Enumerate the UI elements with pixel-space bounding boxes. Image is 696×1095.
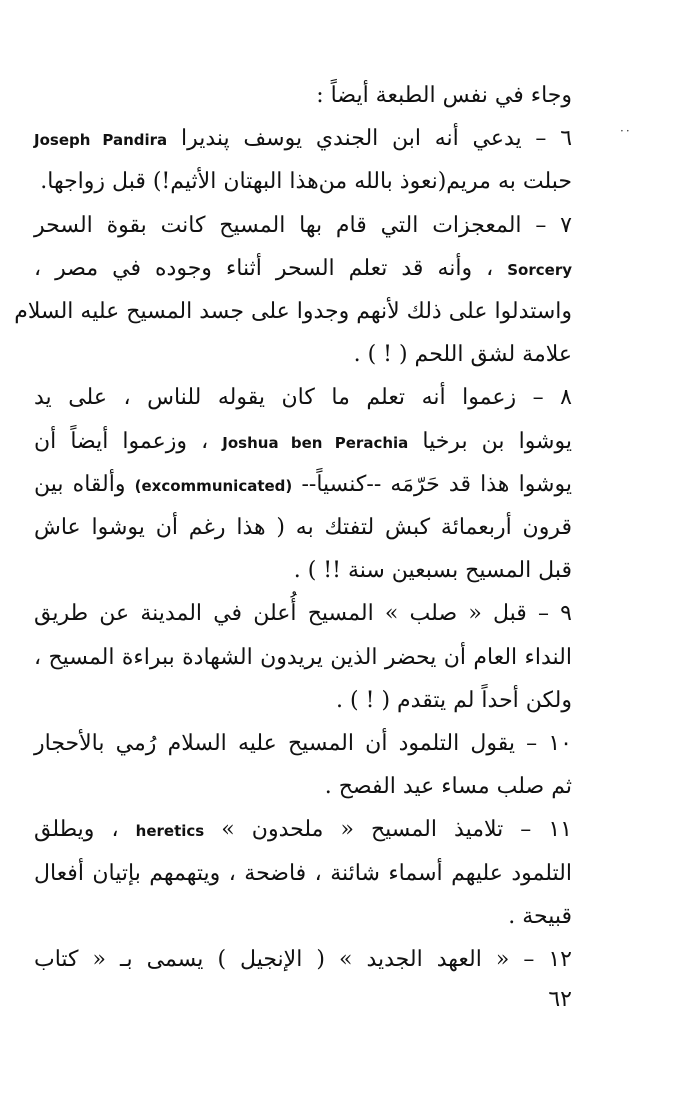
text-line (34, 767, 572, 807)
line-text: ١٠ – يقول التلمود أن المسيح عليه السلام رُمي بالأحجار (34, 731, 572, 756)
text-line (34, 422, 572, 463)
line-text: ٩ – قبل « صلب » المسيح أُعلن في المدينة عن طريق (34, 601, 572, 626)
line-text: التلمود عليهم أسماء شائنة ، فاضحة ، ويتهمهم بإتيان أفعال (34, 861, 572, 886)
line-text: حبلت به مريم(نعوذ بالله من‌هذا البهتان الأثيم!) قبل زواجها. (40, 169, 572, 194)
text-line (34, 854, 572, 894)
text-line (34, 76, 572, 116)
text-line (34, 551, 572, 591)
text-line (34, 810, 572, 851)
line-text: واستدلوا على ذلك لأنهم وجدوا على جسد المسيح عليه السلام (14, 299, 572, 324)
latin-term: (excommunicated) (134, 477, 293, 495)
latin-term: heretics (135, 822, 205, 840)
text-line (34, 378, 572, 418)
text-line (34, 594, 572, 634)
line-text: يوشوا هذا قد حَرّمَه --كنسياً-- (301, 472, 572, 497)
text-line (14, 292, 572, 332)
line-text: ١٢ – « العهد الجديد » ( الإنجيل ) يسمى بـ « كتاب (34, 947, 572, 972)
line-text: ، وأنه قد تعلم السحر أثناء وجوده في مصر ، (34, 256, 494, 281)
text-line (34, 724, 572, 764)
latin-term: Joshua ben Perachia (222, 434, 409, 452)
line-text: ، ويطلق (34, 817, 119, 842)
line-text: قبل المسيح بسبعين سنة !! ) . (293, 558, 572, 583)
page-number: ٦٢ (548, 987, 572, 1012)
line-text: ١١ – تلاميذ المسيح « ملحدون » (221, 817, 572, 842)
text-line (34, 638, 572, 678)
line-text: ٨ – زعموا أنه تعلم ما كان يقوله للناس ، على يد (34, 385, 572, 410)
text-line (34, 508, 572, 548)
text-line (34, 206, 572, 246)
text-line (34, 249, 572, 290)
line-text: ثم صلب مساء عيد الفصح . (324, 774, 572, 799)
line-text: قبيحة . (508, 904, 572, 929)
latin-term: Joseph Pandira (34, 131, 168, 149)
text-line (34, 681, 572, 721)
margin-mark: ·· (620, 124, 632, 138)
text-line (34, 119, 572, 160)
line-text: علامة لشق اللحم ( ! ) . (353, 342, 572, 367)
latin-term: Sorcery (507, 261, 572, 279)
text-line (34, 940, 572, 980)
line-text: ولكن أحداً لم يتقدم ( ! ) . (336, 688, 572, 713)
text-line (34, 897, 572, 937)
line-text: النداء العام أن يحضر الذين يريدون الشهادة ببراءة المسيح ، (34, 645, 572, 670)
line-text: قرون أربعمائة كبش لتفتك به ( هذا رغم أن يوشوا عاش (34, 515, 572, 540)
text-line (34, 465, 572, 506)
line-text: ، وزعموا أيضاً أن (34, 429, 209, 454)
line-text: وجاء في نفس الطبعة أيضاً : (316, 83, 572, 108)
text-line (34, 335, 572, 375)
line-text: يوشوا بن برخيا (422, 429, 572, 454)
line-text: ٧ – المعجزات التي قام بها المسيح كانت بقوة السحر (34, 213, 572, 238)
text-line (34, 162, 572, 202)
line-text: ٦ – يدعي أنه ابن الجندي يوسف پنديرا (180, 126, 573, 151)
line-text: وألقاه بين (34, 472, 126, 497)
